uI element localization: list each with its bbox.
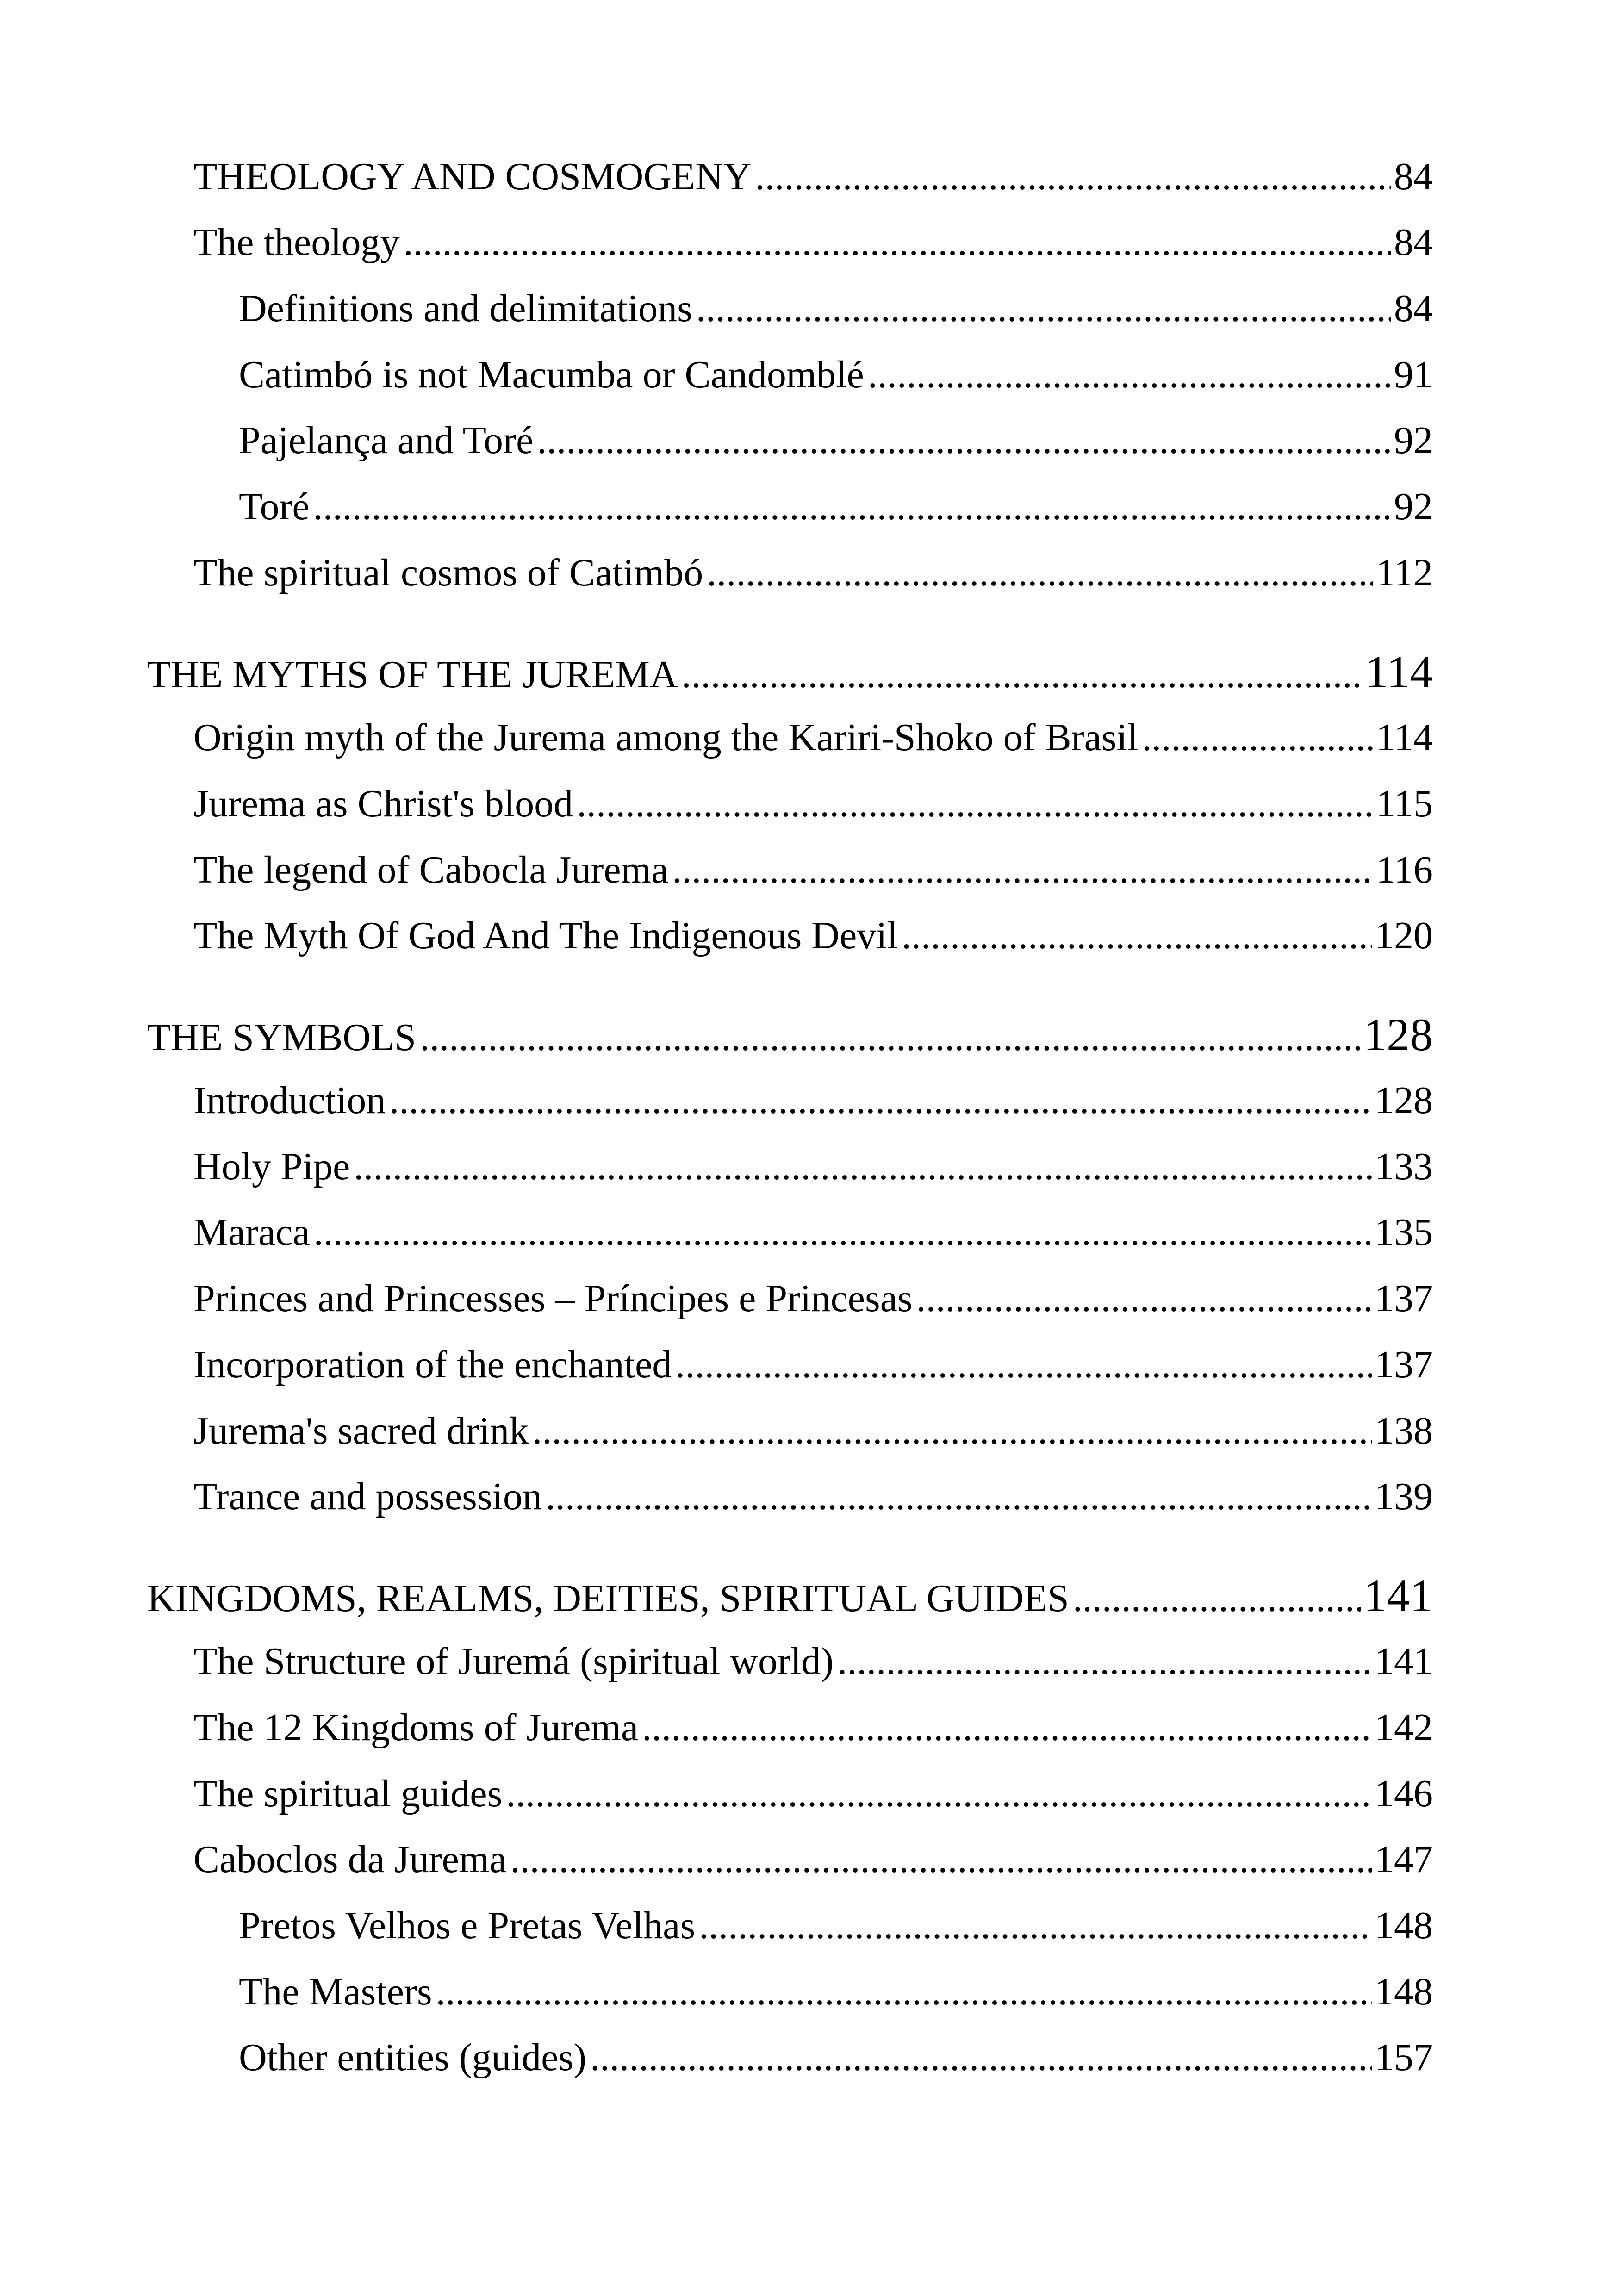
toc-entry-page: 92 [1394, 419, 1433, 462]
dot-leader [755, 157, 1391, 196]
dot-leader [314, 1213, 1372, 1252]
toc-entry-page: 148 [1375, 1970, 1433, 2013]
toc-entry-title: Pajelança and Toré [239, 419, 534, 462]
dot-leader [577, 784, 1373, 823]
toc-entry-page: 112 [1376, 551, 1433, 594]
toc-chapter-entry [147, 1570, 1433, 1621]
toc-entry-title: Other entities (guides) [239, 2036, 587, 2079]
toc-entry-page: 141 [1375, 1640, 1433, 1683]
toc-entry-page: 128 [1363, 1009, 1433, 1060]
toc-entry-page: 146 [1375, 1772, 1433, 1815]
toc-entry-page: 120 [1375, 914, 1433, 957]
toc-entry-page: 137 [1375, 1343, 1433, 1386]
toc-entry [193, 1477, 1433, 1516]
toc-entry [193, 1708, 1433, 1747]
toc-entry-title: Maraca [193, 1211, 310, 1254]
toc-entry-page: 157 [1375, 2036, 1433, 2079]
dot-leader [837, 1642, 1372, 1681]
toc-entry-page: 115 [1376, 782, 1433, 825]
dot-leader [675, 1345, 1372, 1384]
toc-entry [193, 1081, 1433, 1120]
toc-entry [193, 1840, 1433, 1879]
toc-entry [239, 421, 1433, 460]
toc-entry-page: 91 [1394, 353, 1433, 396]
toc-entry-title: Catimbó is not Macumba or Candomblé [239, 353, 864, 396]
toc-entry-title: Jurema as Christ's blood [193, 782, 573, 825]
toc-entry [239, 2038, 1433, 2077]
toc-entry-page: 141 [1363, 1570, 1433, 1621]
toc-entry [193, 1213, 1433, 1252]
toc-entry-title: THE MYTHS OF THE JUREMA [147, 653, 678, 696]
toc-entry-title: Jurema's sacred drink [193, 1409, 529, 1452]
toc-entry-title: The Masters [239, 1970, 432, 2013]
toc-entry-page: 128 [1375, 1079, 1433, 1122]
toc-entry-title: Trance and possession [193, 1475, 542, 1518]
toc-entry-title: KINGDOMS, REALMS, DEITIES, SPIRITUAL GUIDES [147, 1577, 1069, 1620]
toc-entry-title: Princes and Princesses – Príncipes e Princesas [193, 1277, 913, 1320]
dot-leader [590, 2038, 1372, 2077]
toc-entry [193, 718, 1433, 757]
toc-entry-page: 84 [1394, 155, 1433, 198]
toc-entry-page: 137 [1375, 1277, 1433, 1320]
toc-entry-page: 148 [1375, 1904, 1433, 1947]
toc-entry-page: 116 [1376, 848, 1433, 891]
dot-leader [902, 916, 1372, 955]
toc-entry-title: The theology [193, 221, 400, 264]
toc-entry-title: Holy Pipe [193, 1145, 350, 1188]
toc-entry [239, 289, 1433, 328]
toc-entry [193, 157, 1433, 196]
dot-leader [354, 1147, 1372, 1186]
toc-entry-page: 147 [1375, 1838, 1433, 1881]
dot-leader [420, 1018, 1361, 1057]
dot-leader [389, 1081, 1372, 1120]
toc-entry [239, 487, 1433, 526]
toc-entry-page: 84 [1394, 287, 1433, 330]
dot-leader [868, 355, 1391, 394]
toc-entry-title: Introduction [193, 1079, 386, 1122]
dot-leader [532, 1412, 1372, 1450]
dot-leader [682, 655, 1363, 694]
dot-leader [404, 223, 1391, 262]
dot-leader [696, 289, 1391, 328]
toc-entry-title: The Myth Of God And The Indigenous Devil [193, 914, 898, 957]
dot-leader [916, 1279, 1372, 1318]
toc-entry [193, 1147, 1433, 1186]
toc-entry [239, 1906, 1433, 1945]
dot-leader [546, 1477, 1372, 1516]
toc-entry-title: Incorporation of the enchanted [193, 1343, 672, 1386]
dot-leader [537, 421, 1391, 460]
toc-entry [193, 1774, 1433, 1813]
toc-entry-page: 114 [1365, 646, 1433, 697]
toc-entry [193, 551, 1433, 594]
dot-leader [699, 1906, 1372, 1945]
dot-leader [510, 1840, 1372, 1879]
dot-leader [436, 1972, 1372, 2011]
toc-chapter-entry [147, 1009, 1433, 1060]
toc-entry [193, 223, 1433, 262]
dot-leader [1073, 1579, 1361, 1618]
toc-entry-title: The spiritual cosmos of Catimbó [193, 551, 703, 594]
toc-entry-page: 142 [1375, 1706, 1433, 1749]
toc-entry-title: Pretos Velhos e Pretas Velhas [239, 1904, 696, 1947]
dot-leader [642, 1708, 1372, 1747]
toc-entry-page: 84 [1394, 221, 1433, 264]
toc-entry-page: 138 [1375, 1409, 1433, 1452]
dot-leader [313, 487, 1391, 526]
toc-entry-title: The 12 Kingdoms of Jurema [193, 1706, 639, 1749]
toc-entry-page: 114 [1376, 716, 1433, 759]
toc-entry [193, 1279, 1433, 1318]
dot-leader [672, 851, 1373, 890]
toc-entry-title: THEOLOGY AND COSMOGENY [193, 155, 752, 198]
toc-entry [193, 1345, 1433, 1384]
dot-leader [506, 1774, 1372, 1813]
toc-entry [193, 784, 1433, 823]
toc-entry [193, 1642, 1433, 1681]
toc-entry-title: Definitions and delimitations [239, 287, 692, 330]
dot-leader [707, 554, 1373, 592]
toc-entry [239, 1972, 1433, 2011]
toc-entry [193, 1409, 1433, 1452]
toc-entry-title: The Structure of Juremá (spiritual world) [193, 1640, 834, 1683]
toc-entry-title: The legend of Cabocla Jurema [193, 848, 669, 891]
dot-leader [1142, 718, 1373, 757]
toc-entry [193, 848, 1433, 891]
toc-chapter-entry [147, 646, 1433, 697]
toc-entry-title: THE SYMBOLS [147, 1016, 417, 1059]
toc-entry-page: 133 [1375, 1145, 1433, 1188]
toc-entry-title: Toré [239, 485, 310, 528]
toc-entry-title: Origin myth of the Jurema among the Kariri-Shoko of Brasil [193, 716, 1139, 759]
toc-entry-title: The spiritual guides [193, 1772, 503, 1815]
toc-entry [239, 355, 1433, 394]
toc-entry-page: 139 [1375, 1475, 1433, 1518]
toc-entry-page: 92 [1394, 485, 1433, 528]
toc-entry-page: 135 [1375, 1211, 1433, 1254]
toc-entry-title: Caboclos da Jurema [193, 1838, 507, 1881]
toc-entry [193, 916, 1433, 955]
